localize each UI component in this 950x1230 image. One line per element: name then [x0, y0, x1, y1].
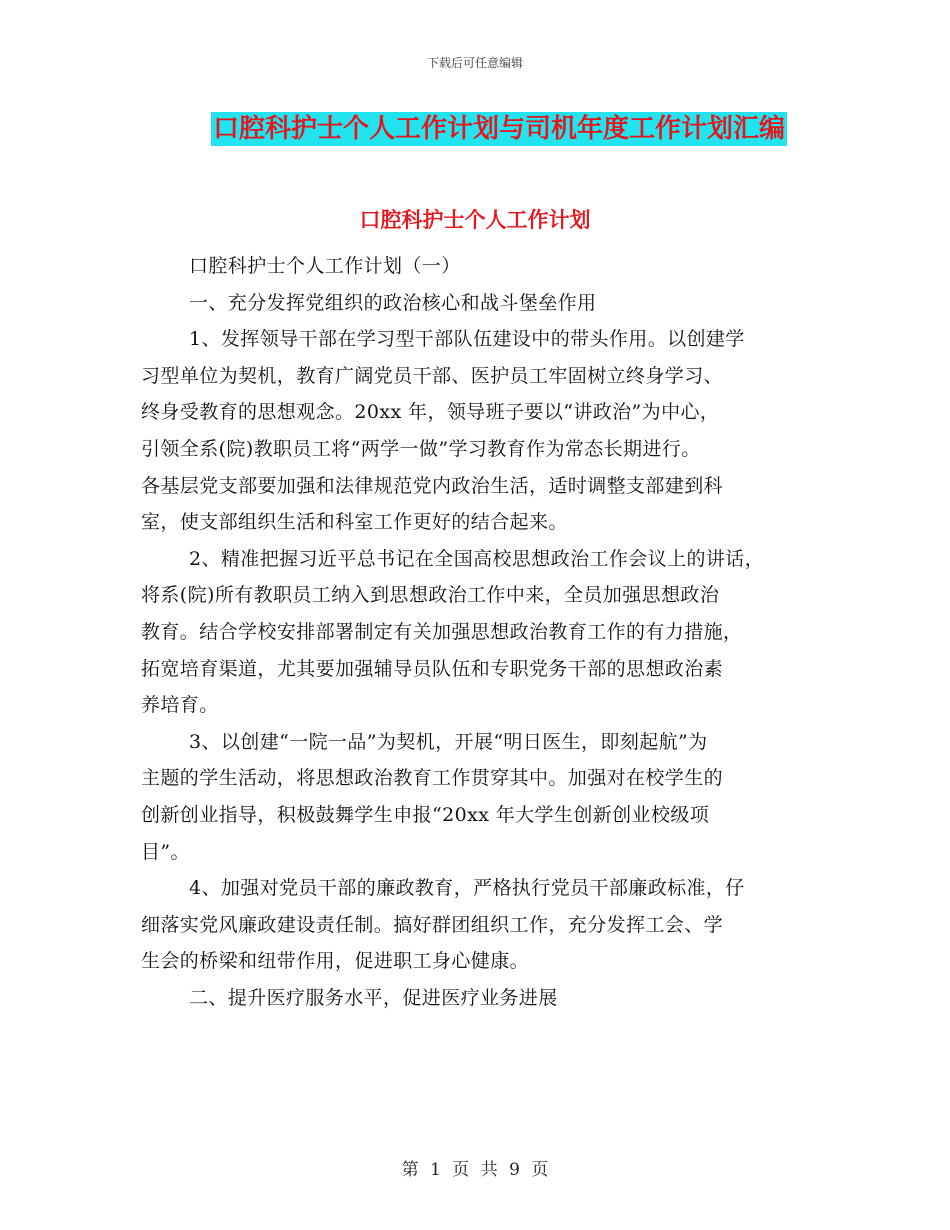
body-line: 4、加强对党员干部的廉政教育，严格执行党员干部廉政标准，仔 [189, 877, 745, 900]
body-line: 一、充分发挥党组织的政治核心和战斗堡垒作用 [189, 291, 597, 314]
document-title-container [0, 112, 950, 146]
page-footer: 第 1 页 共 9 页 [401, 1160, 549, 1180]
body-line: 室，使支部组织生活和科室工作更好的结合起来。 [141, 511, 568, 534]
body-line: 3、以创建“一院一品”为契机，开展“明日医生，即刻起航”为 [189, 730, 708, 753]
body-line: 习型单位为契机，教育广阔党员干部、医护员工牢固树立终身学习、 [141, 364, 724, 387]
document-body [141, 248, 821, 1016]
body-line: 1、发挥领导干部在学习型干部队伍建设中的带头作用。以创建学 [189, 328, 745, 351]
body-line: 终身受教育的思想观念。20xx 年，领导班子要以“讲政治”为中心， [141, 401, 720, 424]
body-line: 细落实党风廉政建设责任制。搞好群团组织工作，充分发挥工会、学 [141, 913, 724, 936]
section-title: 口腔科护士个人工作计划 [359, 208, 591, 232]
body-line: 养培育。 [141, 694, 219, 717]
body-line: 创新创业指导，积极鼓舞学生申报“20xx 年大学生创新创业校级项 [141, 803, 710, 826]
body-line: 引领全系(院)教职员工将“两学一做”学习教育作为常态长期进行。 [141, 437, 701, 460]
body-line: 口腔科护士个人工作计划（一） [189, 255, 461, 277]
body-line: 各基层党支部要加强和法律规范党内政治生活，适时调整支部建到科 [141, 474, 724, 497]
body-line: 2、精准把握习近平总书记在全国高校思想政治工作会议上的讲话， [189, 547, 765, 570]
body-line: 教育。结合学校安排部署制定有关加强思想政治教育工作的有力措施， [141, 620, 743, 643]
body-line: 将系(院)所有教职员工纳入到思想政治工作中来，全员加强思想政治 [141, 584, 720, 607]
body-line: 目”。 [141, 840, 190, 863]
body-line: 生会的桥梁和纽带作用，促进职工身心健康。 [141, 950, 530, 973]
body-line: 主题的学生活动，将思想政治教育工作贯穿其中。加强对在校学生的 [141, 767, 724, 790]
document-title: 口腔科护士个人工作计划与司机年度工作计划汇编 [212, 114, 785, 144]
body-line: 二、提升医疗服务水平，促进医疗业务进展 [189, 986, 558, 1009]
body-line: 拓宽培育渠道，尤其要加强辅导员队伍和专职党务干部的思想政治素 [141, 657, 724, 680]
header-note: 下载后可任意编辑 [426, 56, 523, 70]
